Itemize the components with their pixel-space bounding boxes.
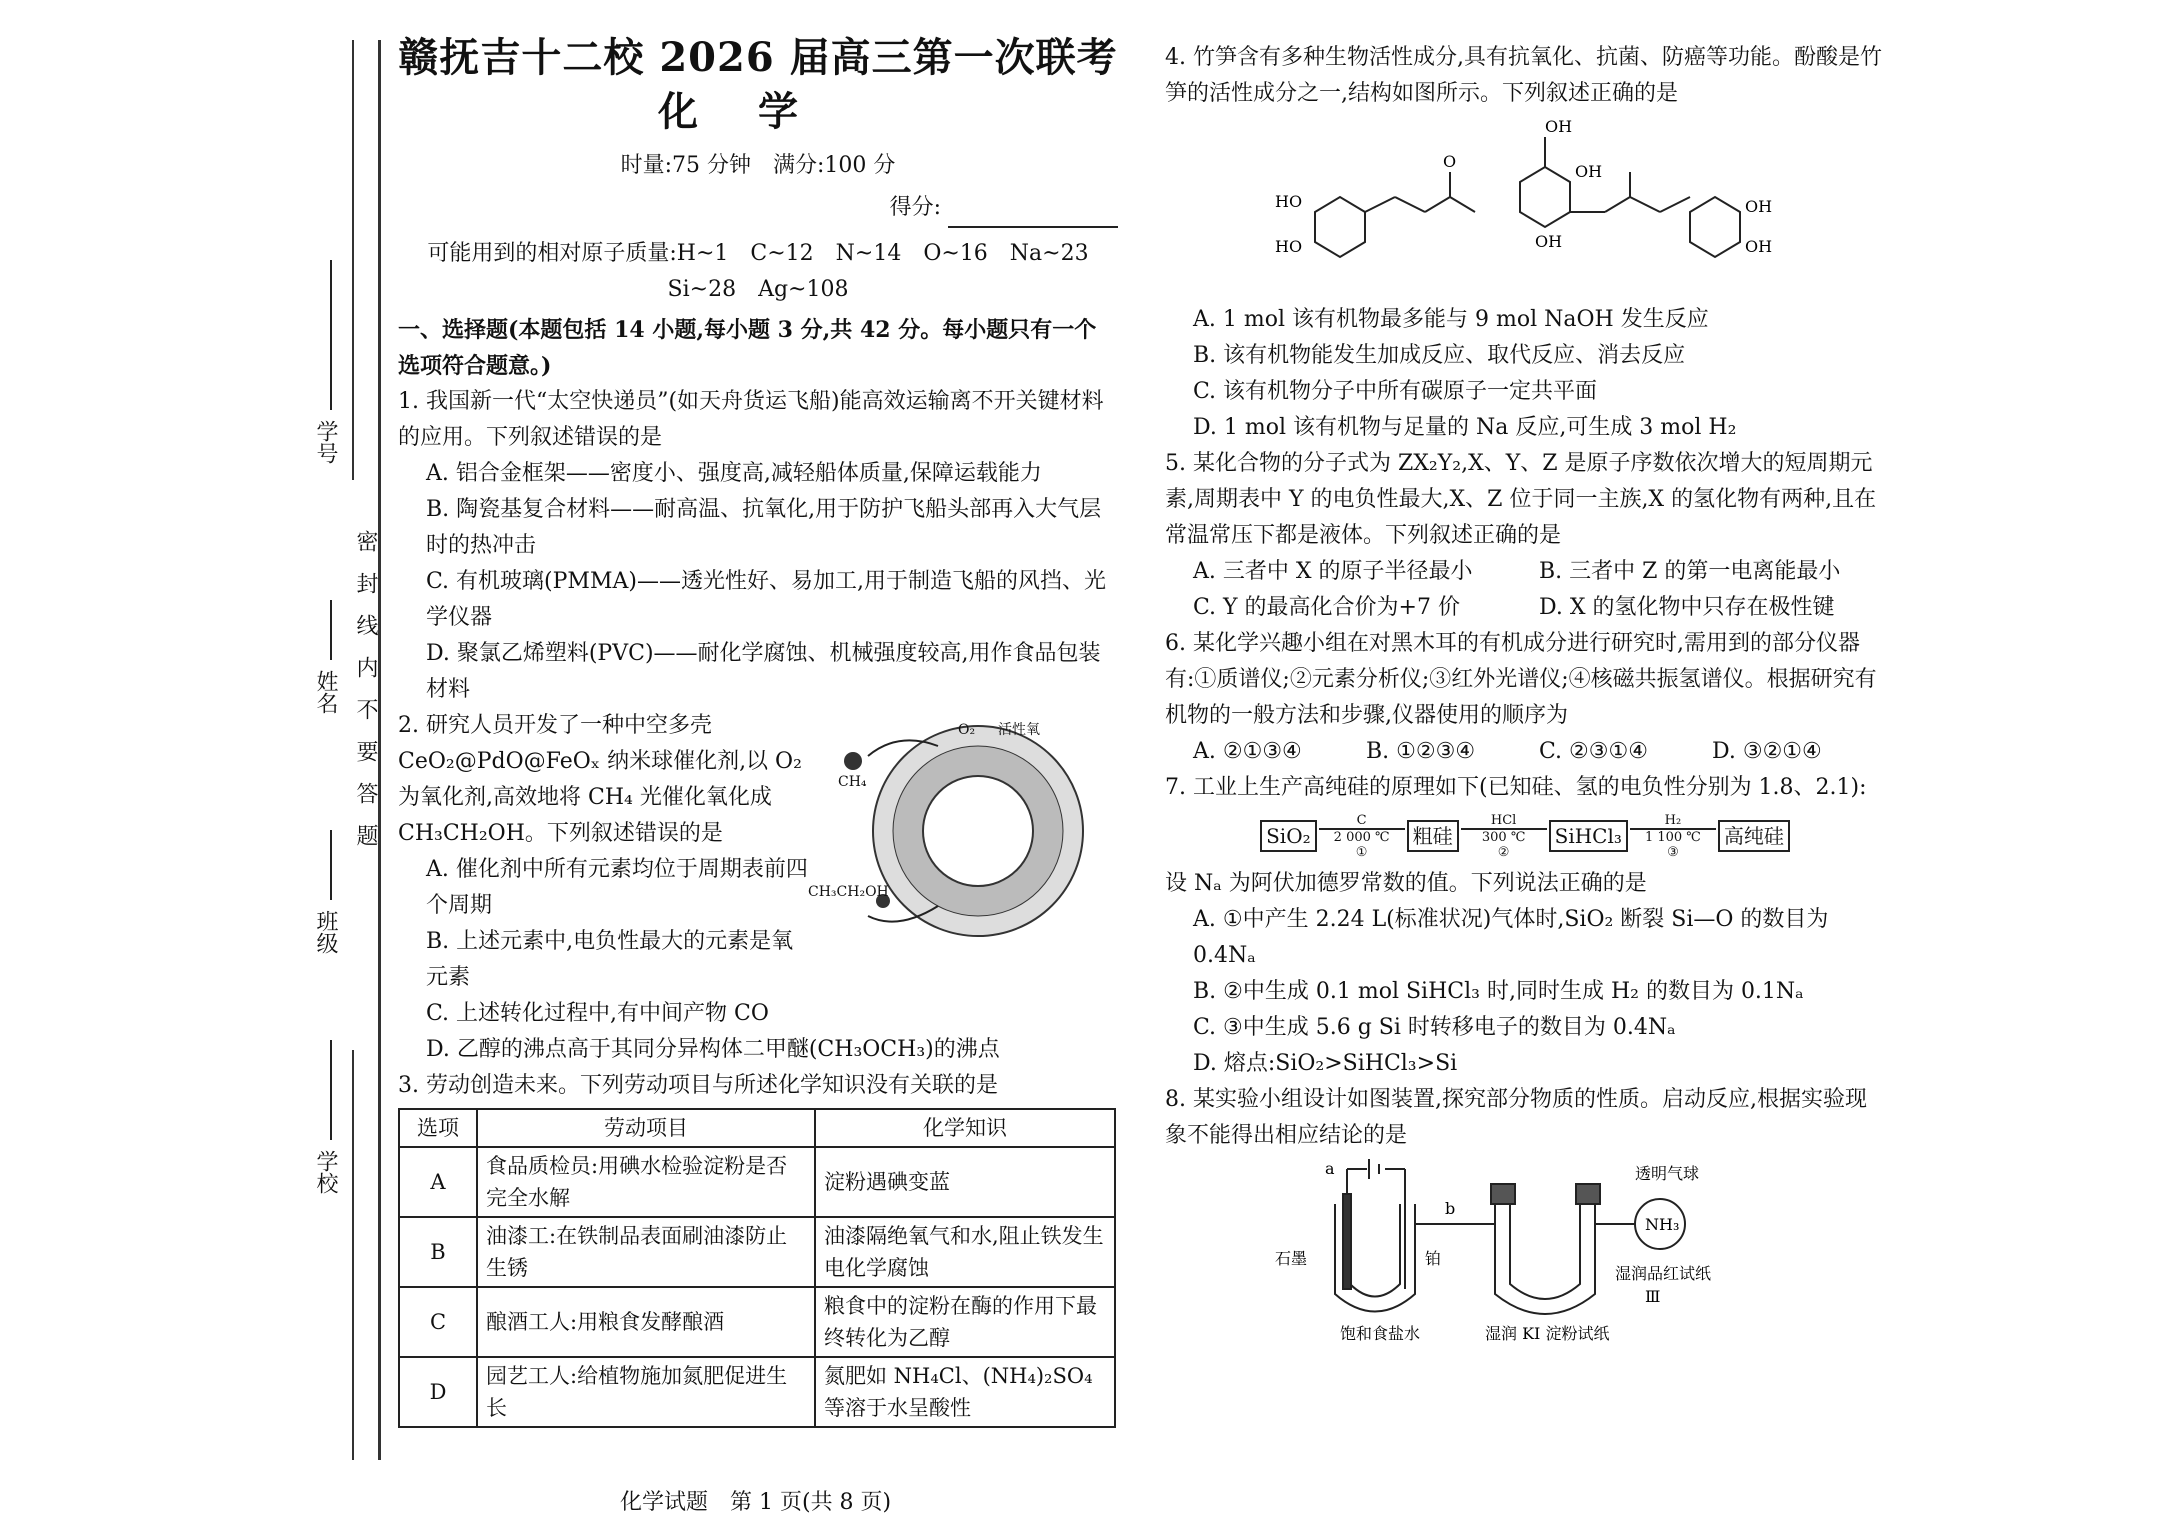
- fig-ch4-label: CH₄: [838, 774, 867, 790]
- q1-option-a: A. 铝合金框架——密度小、强度高,减轻船体质量,保障运载能力: [426, 461, 1042, 486]
- fig-red-paper-label: 湿润品红试纸: [1615, 1264, 1712, 1283]
- q1-option-b: B. 陶瓷基复合材料——耐高温、抗氧化,用于防护飞船头部再入大气层时的热冲击: [426, 497, 1102, 558]
- q4-option-d: D. 1 mol 该有机物与足量的 Na 反应,可生成 3 mol H₂: [1193, 415, 1737, 440]
- table-cell: 食品质检员:用碘水检验淀粉是否完全水解: [477, 1147, 815, 1217]
- fig-carbonyl-o-left: O: [1443, 152, 1457, 171]
- q2-block: [398, 708, 1118, 1032]
- flow-sihcl3: SiHCl₃: [1549, 820, 1628, 852]
- phenolic-acid-structure: [1165, 112, 1885, 302]
- arrow-top-label: HCl: [1490, 812, 1517, 828]
- q5-options-row2: [1193, 590, 1885, 626]
- fig-balloon-label: 透明气球: [1635, 1164, 1700, 1183]
- fig-active-o-label: 活性氧: [998, 722, 1040, 738]
- fig-nh3-label: NH₃: [1645, 1215, 1680, 1234]
- arrow-step-num: ①: [1355, 844, 1368, 860]
- fig-platinum-label: 铂: [1425, 1249, 1442, 1268]
- score-row: [398, 190, 1118, 228]
- q8-stem: 8. 某实验小组设计如图装置,探究部分物质的性质。启动反应,根据实验现象不能得出相应结论的是: [1165, 1087, 1867, 1148]
- table-row: [399, 1357, 1115, 1427]
- q7-option-d: D. 熔点:SiO₂>SiHCl₃>Si: [1193, 1051, 1458, 1076]
- q2-option-a: A. 催化剂中所有元素均位于周期表前四个周期: [426, 857, 808, 918]
- arrow-step-num: ③: [1667, 844, 1679, 860]
- q7-option-b: B. ②中生成 0.1 mol SiHCl₃ 时,同时生成 H₂ 的数目为 0.1Nₐ: [1193, 979, 1804, 1004]
- fig-oh-right-top: OH: [1745, 197, 1773, 216]
- q5-option-a: A. 三者中 X 的原子半径最小: [1193, 559, 1473, 584]
- q3-stem: 3. 劳动创造未来。下列劳动项目与所述化学知识没有关联的是: [398, 1073, 998, 1098]
- q4-option-c: C. 该有机物分子中所有碳原子一定共平面: [1193, 379, 1598, 404]
- flow-arrow-1: [1317, 813, 1407, 860]
- fig-cooh-label: OH: [1545, 117, 1573, 136]
- flow-crude-si: 粗硅: [1407, 820, 1459, 852]
- school-label: 学校: [313, 1150, 338, 1194]
- q2-option-d: D. 乙醇的沸点高于其同分异构体二甲醚(CH₃OCH₃)的沸点: [426, 1037, 1000, 1062]
- q5-options-row1: [1193, 554, 1885, 590]
- col-option-header: 选项: [399, 1109, 477, 1147]
- table-cell: 粮食中的淀粉在酶的作用下最终转化为乙醇: [815, 1287, 1115, 1357]
- flow-arrow-2: [1459, 813, 1549, 860]
- table-cell: B: [399, 1217, 477, 1287]
- fig-ho-left-bottom: HO: [1275, 237, 1303, 256]
- arrow-top-label: C: [1356, 812, 1367, 828]
- flow-pure-si: 高纯硅: [1718, 820, 1790, 852]
- arrow-step-num: ②: [1497, 844, 1510, 860]
- table-cell: D: [399, 1357, 477, 1427]
- score-label: 得分:: [889, 195, 941, 220]
- table-row: [399, 1287, 1115, 1357]
- q5-stem: 5. 某化合物的分子式为 ZX₂Y₂,X、Y、Z 是原子序数依次增大的短周期元素,周期表中 Y 的电负性最大,X、Z 位于同一主族,X 的氢化物有两种,且在常温常压下都是液体。下列叙述正确的是: [1165, 451, 1877, 548]
- margin-rule: [378, 40, 381, 1460]
- seal-text: 密封线内不要答题: [353, 530, 378, 866]
- time-info: 时量:75 分钟 满分:100 分: [620, 153, 896, 178]
- electrolysis-apparatus: [1165, 1154, 1885, 1344]
- arrow-top-label: H₂: [1664, 812, 1682, 828]
- table-header-row: [399, 1109, 1115, 1147]
- fig-oh-right-bottom: OH: [1745, 237, 1773, 256]
- q2-catalyst-figure: [808, 716, 1108, 946]
- table-row: [399, 1217, 1115, 1287]
- q6-stem: 6. 某化学兴趣小组在对黑木耳的有机成分进行研究时,需用到的部分仪器有:①质谱仪;②元素分析仪;③红外光谱仪;④核磁共振氢谱仪。根据研究有机物的一般方法和步骤,仪器使用的顺序为: [1165, 631, 1877, 728]
- table-cell: 淀粉遇碘变蓝: [815, 1147, 1115, 1217]
- left-column: [398, 34, 1118, 1428]
- section-heading: 一、选择题(本题包括 14 小题,每小题 3 分,共 42 分。每小题只有一个选项符合题意。): [398, 317, 1097, 379]
- q7-stem: 7. 工业上生产高纯硅的原理如下(已知硅、氢的电负性分别为 1.8、2.1):: [1165, 775, 1867, 800]
- q8-apparatus-figure: [1165, 1154, 1885, 1344]
- col-knowledge-header: 化学知识: [815, 1109, 1115, 1147]
- q1-option-d: D. 聚氯乙烯塑料(PVC)——耐化学腐蚀、机械强度较高,用作食品包装材料: [426, 641, 1101, 702]
- score-blank[interactable]: [948, 190, 1118, 228]
- table-cell: 氮肥如 NH₄Cl、(NH₄)₂SO₄ 等溶于水呈酸性: [815, 1357, 1115, 1427]
- table-cell: 酿酒工人:用粮食发酵酿酒: [477, 1287, 815, 1357]
- fig-o2-label: O₂: [958, 722, 976, 738]
- arrow-bottom-label: 300 ℃: [1481, 829, 1526, 845]
- q6-options: [1193, 734, 1885, 770]
- q4-stem: 4. 竹笋含有多种生物活性成分,具有抗氧化、抗菌、防癌等功能。酚酸是竹笋的活性成分之一,结构如图所示。下列叙述正确的是: [1165, 45, 1882, 106]
- school-line: [330, 1040, 332, 1140]
- fig-roman-label: Ⅲ: [1645, 1287, 1661, 1306]
- fig-brine-label: 饱和食盐水: [1340, 1324, 1421, 1343]
- name-label: 姓名: [313, 670, 338, 714]
- q7-intro: 设 Nₐ 为阿伏加德罗常数的值。下列说法正确的是: [1165, 871, 1647, 896]
- q6-option-c: C. ②③①④: [1539, 739, 1648, 764]
- q1-stem: 1. 我国新一代“太空快递员”(如天舟货运飞船)能高效运输离不开关键材料的应用。下列叙述错误的是: [398, 389, 1104, 450]
- id-label: 学号: [313, 420, 338, 464]
- arrow-bottom-label: 1 100 ℃: [1644, 829, 1701, 845]
- class-label: 班级: [313, 910, 338, 954]
- name-line: [330, 600, 332, 660]
- q4-option-b: B. 该有机物能发生加成反应、取代反应、消去反应: [1193, 343, 1686, 368]
- table-cell: 油漆隔绝氧气和水,阻止铁发生电化学腐蚀: [815, 1217, 1115, 1287]
- q6-option-d: D. ③②①④: [1712, 739, 1822, 764]
- fig-ethanol-label: CH₃CH₂OH: [808, 884, 889, 900]
- table-cell: A: [399, 1147, 477, 1217]
- table-row: [399, 1147, 1115, 1217]
- subject-title: 化学: [658, 88, 858, 135]
- table-cell: 油漆工:在铁制品表面刷油漆防止生锈: [477, 1217, 815, 1287]
- fig-oh-bottom: OH: [1535, 232, 1563, 251]
- q7-option-c: C. ③中生成 5.6 g Si 时转移电子的数目为 0.4Nₐ: [1193, 1015, 1676, 1040]
- table-cell: 园艺工人:给植物施加氮肥促进生长: [477, 1357, 815, 1427]
- fig-ho-left-top: HO: [1275, 192, 1303, 211]
- page-footer: 化学试题 第 1 页(共 8 页): [620, 1490, 892, 1515]
- fig-graphite-label: 石墨: [1275, 1249, 1308, 1268]
- q3-table: [398, 1108, 1116, 1428]
- flow-sio2: SiO₂: [1260, 820, 1317, 852]
- class-line: [330, 830, 332, 900]
- q5-option-c: C. Y 的最高化合价为+7 价: [1193, 595, 1460, 620]
- exam-title: 赣抚吉十二校 2026 届高三第一次联考: [398, 34, 1118, 81]
- q1-option-c: C. 有机玻璃(PMMA)——透光性好、易加工,用于制造飞船的风挡、光学仪器: [426, 569, 1106, 630]
- q2-stem: 2. 研究人员开发了一种中空多壳 CeO₂@PdO@FeOₓ 纳米球催化剂,以 O₂ 为氧化剂,高效地将 CH₄ 光催化氧化成 CH₃CH₂OH。下列叙述错误的是: [398, 713, 802, 846]
- q4-structure-figure: [1165, 112, 1885, 302]
- atomic-masses-1: 可能用到的相对原子质量:H~1 C~12 N~14 O~16 Na~23: [427, 241, 1089, 266]
- q5-option-d: D. X 的氢化物中只存在极性键: [1539, 595, 1835, 620]
- col-labor-header: 劳动项目: [477, 1109, 815, 1147]
- right-column: [1165, 40, 1885, 1344]
- seal-line-bottom: [352, 1050, 354, 1460]
- fig-label-a: a: [1325, 1159, 1335, 1178]
- fig-label-b: b: [1445, 1199, 1456, 1218]
- seal-line-top: [352, 40, 354, 480]
- q7-option-a: A. ①中产生 2.24 L(标准状况)气体时,SiO₂ 断裂 Si—O 的数目为 0.4Nₐ: [1193, 907, 1829, 968]
- q5-option-b: B. 三者中 Z 的第一电离能最小: [1539, 559, 1841, 584]
- q4-option-a: A. 1 mol 该有机物最多能与 9 mol NaOH 发生反应: [1193, 307, 1709, 332]
- q2-option-c: C. 上述转化过程中,有中间产物 CO: [426, 1001, 769, 1026]
- q2-option-b: B. 上述元素中,电负性最大的元素是氧元素: [426, 929, 794, 990]
- fig-oh-ring: OH: [1575, 162, 1603, 181]
- id-line: [330, 260, 332, 410]
- q6-option-b: B. ①②③④: [1366, 739, 1476, 764]
- table-cell: C: [399, 1287, 477, 1357]
- q7-flow-diagram: [1165, 806, 1885, 866]
- atomic-masses-2: Si~28 Ag~108: [667, 277, 849, 302]
- arrow-bottom-label: 2 000 ℃: [1333, 829, 1390, 845]
- flow-arrow-3: [1628, 813, 1718, 860]
- catalyst-sphere-diagram: [808, 716, 1108, 946]
- fig-ki-paper-label: 湿润 KI 淀粉试纸: [1485, 1324, 1610, 1343]
- q6-option-a: A. ②①③④: [1193, 739, 1302, 764]
